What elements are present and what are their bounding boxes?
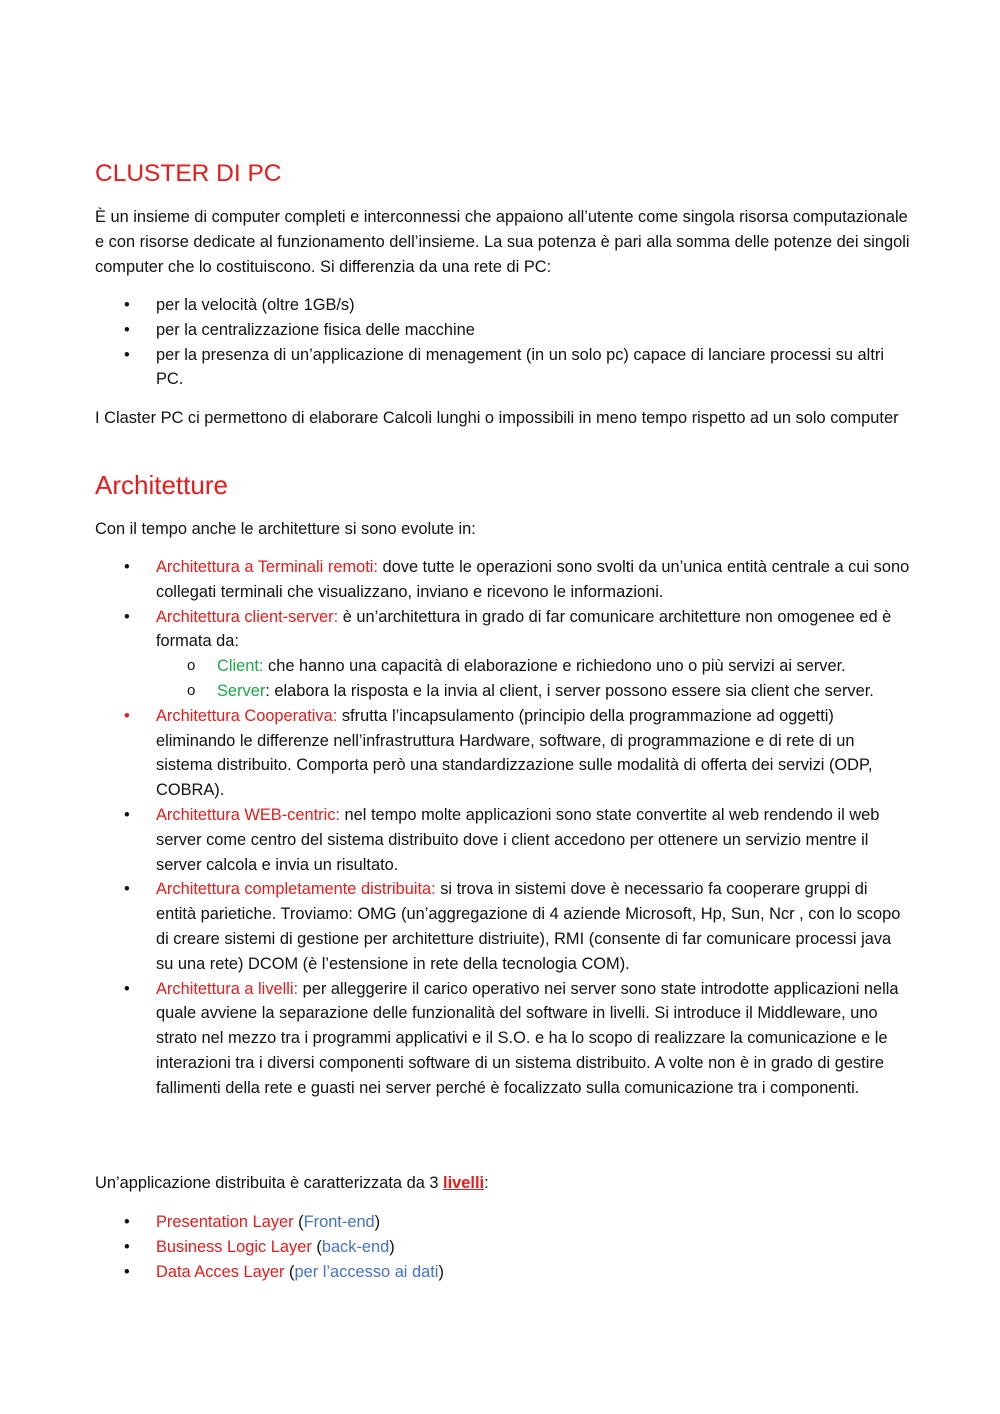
client-server-sublist	[156, 654, 910, 704]
bullet-icon: •	[124, 607, 130, 626]
bullet-icon: •	[124, 805, 130, 824]
list-item: • Architettura Cooperativa: sfrutta l’incapsulamento (principio della programmazione ad oggetti) eliminando le differenze nell’infrastruttura Hardware, software, di programmazione e di rete di un sistema distribuito. Comporta però una standardizzazione sulle modalità di offerta dei servizi (ODP, COBRA).	[95, 704, 910, 803]
list-item: • Architettura client-server: è un’architettura in grado di far comunicare architetture non omogenee ed è formata da: o Client: che hanno una capacità di elaborazione e richiedono uno o più servizi ai server. o Server: elabora la risposta e la invia al client, i server possono essere sia client che server.	[95, 605, 910, 704]
list-item: • Architettura WEB-centric: nel tempo molte applicazioni sono state convertite al web rendendo il web server come centro del sistema distribuito dove i client accedono per ottenere un servizio mentre il server calcola e invia un risultato.	[95, 803, 910, 877]
circle-bullet-icon: o	[187, 681, 196, 699]
cluster-outro: I Claster PC ci permettono di elaborare Calcoli lunghi o impossibili in meno tempo rispetto ad un solo computer	[95, 409, 899, 427]
layers-list	[95, 1210, 910, 1284]
cluster-bullet-list	[95, 293, 910, 392]
bullet-icon: •	[124, 979, 130, 998]
list-item: • Architettura a Terminali remoti: dove tutte le operazioni sono svolti da un’unica entità centrale a cui sono collegati terminali che visualizzano, inviano e ricevono le informazioni.	[95, 555, 910, 605]
bullet-icon: •	[124, 345, 130, 364]
cluster-intro: È un insieme di computer completi e interconnessi che appaiono all’utente come singola risorsa computazionale e con risorse dedicate al funzionamento dell’insieme. La sua potenza è pari alla somma delle potenze dei singoli computer che lo costituiscono. Si differenzia da una rete di PC:	[95, 208, 910, 276]
bullet-icon: •	[124, 706, 130, 725]
layers-intro: Un’applicazione distribuita è caratterizzata da 3 livelli:	[95, 1174, 489, 1192]
bullet-icon: •	[124, 1262, 130, 1281]
list-item: o Client: che hanno una capacità di elaborazione e richiedono uno o più servizi ai server.	[156, 654, 910, 679]
livelli-keyword: livelli	[443, 1174, 485, 1192]
architetture-list	[95, 555, 910, 1101]
architetture-heading: Architetture	[95, 470, 228, 500]
circle-bullet-icon: o	[187, 657, 196, 675]
bullet-icon: •	[124, 1213, 130, 1231]
cluster-heading: CLUSTER DI PC	[95, 160, 282, 187]
list-item: • Architettura completamente distribuita: si trova in sistemi dove è necessario fa cooperare gruppi di entità parietiche. Troviamo: OMG (un’aggregazione di 4 aziende Microsoft, Hp, Sun, Ncr , con lo scopo di creare sistemi di gestione per architetture distriuite), RMI (consente di far comunicare processi java su una rete) DCOM (è l’estensione in rete della tecnologia COM).	[95, 877, 910, 976]
list-item: • Architettura a livelli: per alleggerire il carico operativo nei server sono state introdotte applicazioni nella quale avviene la separazione delle funzionalità del software in livelli. Si introduce il Middleware, uno strato nel mezzo tra i programmi applicativi e il S.O. e ha lo scopo di realizzare la comunicazione e le interazioni tra i diversi componenti software di un sistema distribuito. A volte non è in grado di gestire fallimenti della rete e guasti nei server perché è focalizzato sulla comunicazione tra i componenti.	[95, 977, 910, 1101]
list-item: • Presentation Layer (Front-end)	[95, 1210, 910, 1235]
list-item: • per la presenza di un’applicazione di menagement (in un solo pc) capace di lanciare processi su altri PC.	[95, 343, 910, 393]
bullet-icon: •	[124, 558, 130, 576]
list-item: • per la centralizzazione fisica delle macchine	[95, 318, 910, 343]
list-item: • per la velocità (oltre 1GB/s)	[95, 293, 910, 318]
bullet-icon: •	[124, 296, 130, 314]
list-item: • Data Acces Layer (per l’accesso ai dati)	[95, 1260, 910, 1285]
architetture-intro: Con il tempo anche le architetture si sono evolute in:	[95, 520, 476, 538]
bullet-icon: •	[124, 1237, 130, 1256]
bullet-icon: •	[124, 320, 130, 339]
list-item: o Server: elabora la risposta e la invia al client, i server possono essere sia client che server.	[156, 679, 910, 704]
bullet-icon: •	[124, 880, 130, 899]
list-item: • Business Logic Layer (back-end)	[95, 1235, 910, 1260]
